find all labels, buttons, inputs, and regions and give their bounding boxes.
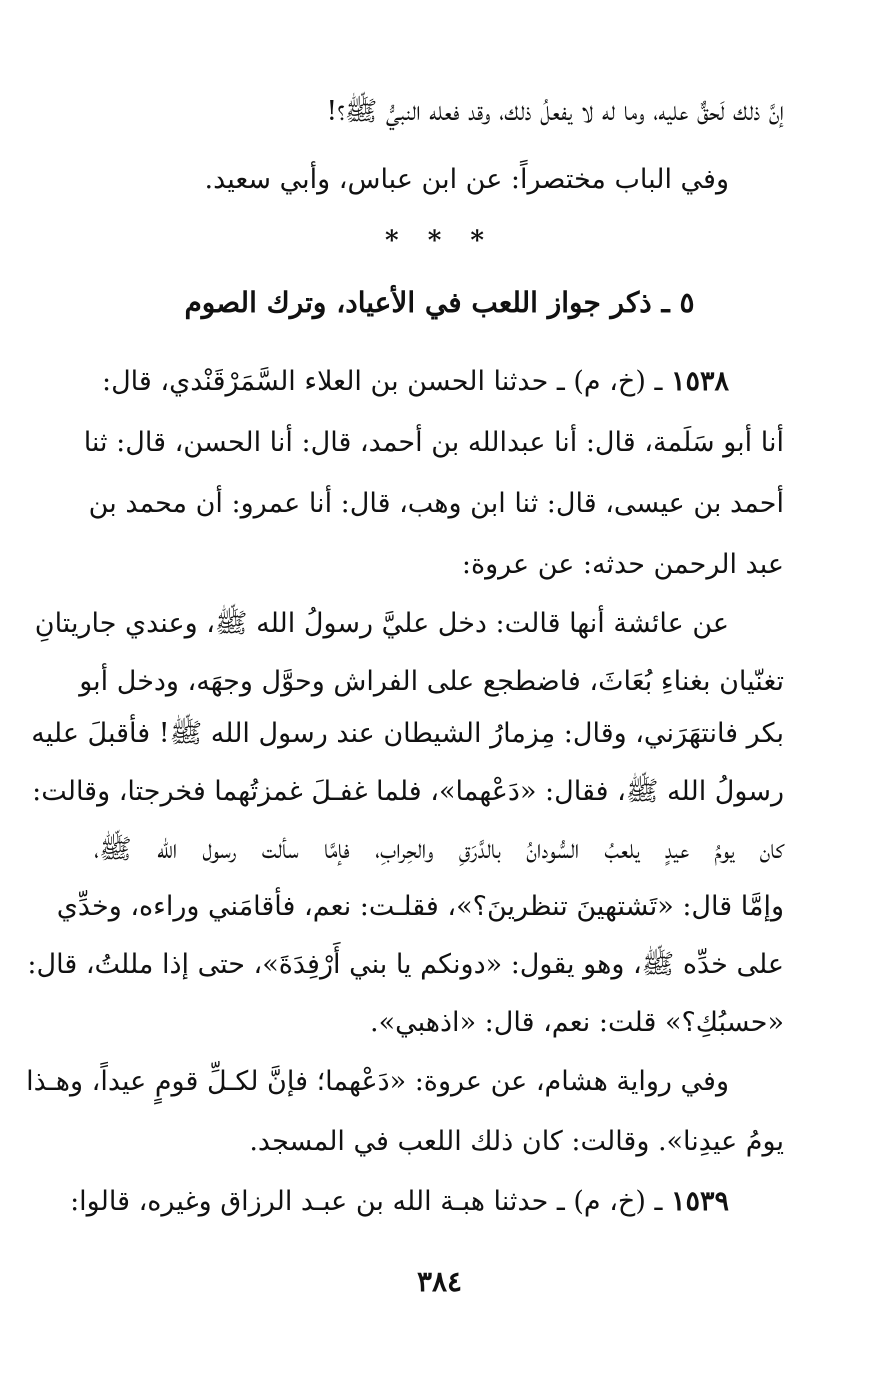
text-line: وفي الباب مختصراً: عن ابن عباس، وأبي سعيد. bbox=[204, 164, 729, 195]
text-line: إنَّ ذلك لَحقٌّ عليه، وما له لا يفعلُ ذلك، وقد فعله النبيُّ ﷺ؟! bbox=[326, 96, 784, 127]
text-line: عبد الرحمن حدثه: عن عروة: bbox=[461, 549, 784, 580]
text-line: تغنّيان بغناءِ بُعَاثَ، فاضطجع على الفراش وحوَّل وجهَه، ودخل أبو bbox=[79, 666, 784, 697]
text-line: يومُ عيدِنا». وقالت: كان ذلك اللعب في المسجد. bbox=[249, 1126, 784, 1157]
section-heading: ٥ ـ ذكر جواز اللعب في الأعياد، وترك الصوم bbox=[184, 286, 695, 319]
text-line: بكر فانتهَرَني، وقال: مِزمارُ الشيطان عند رسول الله ﷺ! فأقبلَ عليه bbox=[31, 718, 784, 749]
text-line: وفي رواية هشام، عن عروة: «دَعْهما؛ فإنَّ لكـلِّ قومٍ عيداً، وهـذا bbox=[26, 1066, 729, 1097]
hadith-text: ـ (خ، م) ـ حدثنا هبـة الله بن عبـد الرزاق وغيره، قالوا: bbox=[70, 1186, 663, 1217]
page-number: ٣٨٤ bbox=[416, 1265, 463, 1298]
text-line: كان يومُ عيدٍ يلعبُ السُّودانُ بالدَّرَقِ والحِرابِ، فإمَّا سألت رسول الله ﷺ، bbox=[94, 834, 784, 865]
text-line: وإمَّا قال: «تَشتهينَ تنظرينَ؟»، فقلـت: نعم، فأقامَني وراءه، وخدِّي bbox=[56, 891, 784, 922]
text-line: على خدِّه ﷺ، وهو يقول: «دونكم يا بني أَرْفِدَةَ»، حتى إذا مللتُ، قال: bbox=[27, 949, 784, 980]
text-line: أحمد بن عيسى، قال: ثنا ابن وهب، قال: أنا عمرو: أن محمد بن bbox=[88, 488, 784, 519]
hadith-number: ١٥٣٨ bbox=[670, 366, 729, 397]
hadith-1539-line bbox=[70, 1182, 729, 1222]
hadith-text: ـ (خ، م) ـ حدثنا الحسن بن العلاء السَّمَرْقَنْدي، قال: bbox=[101, 366, 663, 397]
section-separator: * * * bbox=[385, 226, 494, 256]
hadith-1538-first-line bbox=[94, 362, 729, 402]
hadith-number: ١٥٣٩ bbox=[670, 1186, 729, 1217]
text-line: عن عائشة أنها قالت: دخل عليَّ رسولُ الله ﷺ، وعندي جاريتانِ bbox=[34, 608, 729, 639]
text-line: «حسبُكِ؟» قلت: نعم، قال: «اذهبي». bbox=[370, 1007, 784, 1038]
text-line: أنا أبو سَلَمة، قال: أنا عبدالله بن أحمد، قال: أنا الحسن، قال: ثنا bbox=[83, 427, 784, 458]
text-line: رسولُ الله ﷺ، فقال: «دَعْهما»، فلما غفـلَ غمزتُهما فخرجتا، وقالت: bbox=[32, 776, 784, 807]
